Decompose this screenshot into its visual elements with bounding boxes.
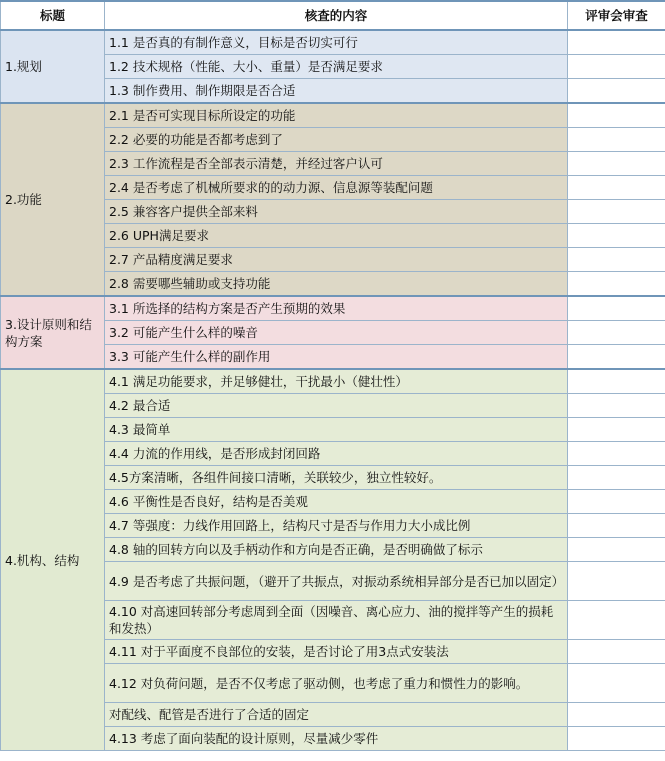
review-cell[interactable] — [568, 30, 665, 55]
review-cell[interactable] — [568, 272, 665, 297]
check-item: 4.11 对于平面度不良部位的安装，是否讨论了用3点式安装法 — [105, 640, 568, 664]
review-cell[interactable] — [568, 562, 665, 601]
check-item: 2.3 工作流程是否全部表示清楚，并经过客户认可 — [105, 152, 568, 176]
check-item: 1.3 制作费用、制作期限是否合适 — [105, 79, 568, 104]
header-row — [1, 1, 665, 30]
review-cell[interactable] — [568, 640, 665, 664]
review-cell[interactable] — [568, 248, 665, 272]
review-cell[interactable] — [568, 703, 665, 727]
check-item: 4.5方案清晰，各组件间接口清晰，关联较少，独立性较好。 — [105, 466, 568, 490]
check-item: 4.7 等强度：力线作用回路上，结构尺寸是否与作用力大小成比例 — [105, 514, 568, 538]
review-cell[interactable] — [568, 200, 665, 224]
check-item: 4.1 满足功能要求，并足够健壮，干扰最小（健壮性） — [105, 369, 568, 394]
review-cell[interactable] — [568, 296, 665, 321]
review-cell[interactable] — [568, 490, 665, 514]
check-item: 4.10 对高速回转部分考虑周到全面（因噪音、离心应力、油的搅拌等产生的损耗和发热） — [105, 601, 568, 640]
check-item: 2.2 必要的功能是否都考虑到了 — [105, 128, 568, 152]
table-row — [1, 296, 665, 321]
review-cell[interactable] — [568, 224, 665, 248]
header-content: 核查的内容 — [105, 1, 568, 30]
check-item: 4.8 轴的回转方向以及手柄动作和方向是否正确，是否明确做了标示 — [105, 538, 568, 562]
group-title-function: 2.功能 — [1, 103, 105, 296]
review-cell[interactable] — [568, 727, 665, 751]
check-item: 4.3 最简单 — [105, 418, 568, 442]
check-item: 2.8 需要哪些辅助或支持功能 — [105, 272, 568, 297]
review-cell[interactable] — [568, 176, 665, 200]
check-item: 4.9 是否考虑了共振问题，（避开了共振点，对振动系统相异部分是否已加以固定） — [105, 562, 568, 601]
table-row — [1, 103, 665, 128]
review-cell[interactable] — [568, 538, 665, 562]
check-item: 4.2 最合适 — [105, 394, 568, 418]
table-row — [1, 369, 665, 394]
check-item: 3.2 可能产生什么样的噪音 — [105, 321, 568, 345]
check-item: 3.3 可能产生什么样的副作用 — [105, 345, 568, 370]
review-cell[interactable] — [568, 514, 665, 538]
review-cell[interactable] — [568, 345, 665, 370]
group-title-planning: 1.规划 — [1, 30, 105, 103]
header-review: 评审会审查 — [568, 1, 665, 30]
check-item: 2.6 UPH满足要求 — [105, 224, 568, 248]
group-title-mechanism: 4.机构、结构 — [1, 369, 105, 751]
check-item: 2.4 是否考虑了机械所要求的的动力源、信息源等装配问题 — [105, 176, 568, 200]
check-item: 4.12 对负荷问题，是否不仅考虑了驱动侧，也考虑了重力和惯性力的影响。 — [105, 664, 568, 703]
table-row — [1, 30, 665, 55]
header-title: 标题 — [1, 1, 105, 30]
check-item: 2.1 是否可实现目标所设定的功能 — [105, 103, 568, 128]
review-cell[interactable] — [568, 394, 665, 418]
review-cell[interactable] — [568, 418, 665, 442]
review-cell[interactable] — [568, 466, 665, 490]
review-cell[interactable] — [568, 152, 665, 176]
review-cell[interactable] — [568, 321, 665, 345]
review-cell[interactable] — [568, 55, 665, 79]
review-cell[interactable] — [568, 103, 665, 128]
check-item: 4.13 考虑了面向装配的设计原则，尽量减少零件 — [105, 727, 568, 751]
check-item: 1.2 技术规格（性能、大小、重量）是否满足要求 — [105, 55, 568, 79]
group-title-design-principles: 3.设计原则和结构方案 — [1, 296, 105, 369]
review-cell[interactable] — [568, 369, 665, 394]
check-item: 1.1 是否真的有制作意义，目标是否切实可行 — [105, 30, 568, 55]
check-item: 2.5 兼容客户提供全部来料 — [105, 200, 568, 224]
check-item: 2.7 产品精度满足要求 — [105, 248, 568, 272]
check-item: 4.6 平衡性是否良好，结构是否美观 — [105, 490, 568, 514]
review-cell[interactable] — [568, 664, 665, 703]
review-cell[interactable] — [568, 601, 665, 640]
check-item: 3.1 所选择的结构方案是否产生预期的效果 — [105, 296, 568, 321]
review-cell[interactable] — [568, 128, 665, 152]
check-item: 4.4 力流的作用线，是否形成封闭回路 — [105, 442, 568, 466]
review-cell[interactable] — [568, 442, 665, 466]
review-cell[interactable] — [568, 79, 665, 104]
check-item: 对配线、配管是否进行了合适的固定 — [105, 703, 568, 727]
